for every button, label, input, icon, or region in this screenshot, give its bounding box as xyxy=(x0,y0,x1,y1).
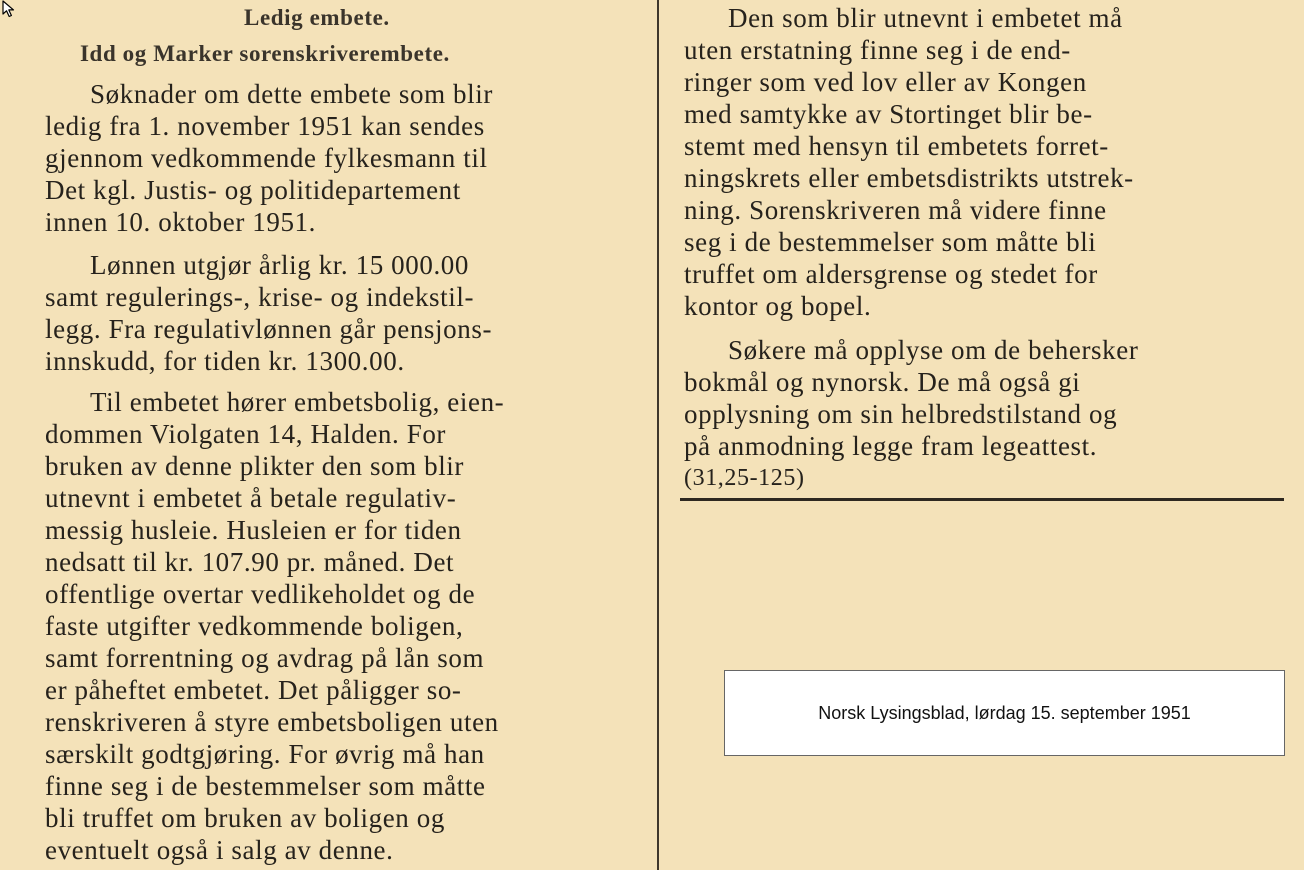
body-line: ning. Sorenskriveren må videre finne xyxy=(684,195,1107,225)
body-line: Lønnen utgjør årlig kr. 15 000.00 xyxy=(90,250,469,280)
notice-title: Ledig embete. xyxy=(244,5,390,30)
body-line: utnevnt i embetet å betale regulativ- xyxy=(45,483,457,513)
body-line: Til embetet hører embetsbolig, eien- xyxy=(90,387,505,417)
body-line: er påheftet embetet. Det påligger so- xyxy=(45,675,462,705)
body-line: eventuelt også i salg av denne. xyxy=(45,835,394,865)
right-column xyxy=(662,0,1304,510)
body-line: ningskrets eller embetsdistrikts utstrek- xyxy=(684,163,1134,193)
body-line: nedsatt til kr. 107.90 pr. måned. Det xyxy=(45,547,455,577)
body-line: Den som blir utnevnt i embetet må xyxy=(728,3,1123,33)
body-line: seg i de bestemmelser som måtte bli xyxy=(684,227,1097,257)
body-line: samt forrentning og avdrag på lån som xyxy=(45,643,485,673)
body-line: bruken av denne plikter den som blir xyxy=(45,451,464,481)
body-line: Søknader om dette embete som blir xyxy=(90,79,493,109)
body-line: renskriveren å styre embetsboligen uten xyxy=(45,707,499,737)
body-line: gjennom vedkommende fylkesmann til xyxy=(45,143,488,173)
left-column xyxy=(0,0,650,870)
body-line: innen 10. oktober 1951. xyxy=(45,207,317,237)
body-line: opplysning om sin helbredstilstand og xyxy=(684,399,1118,429)
body-line: faste utgifter vedkommende boligen, xyxy=(45,611,464,641)
body-line: ledig fra 1. november 1951 kan sendes xyxy=(45,111,485,141)
body-line: dommen Violgaten 14, Halden. For xyxy=(45,419,447,449)
body-line: med samtykke av Stortinget blir be- xyxy=(684,99,1093,129)
column-divider xyxy=(657,0,659,870)
body-line: på anmodning legge fram legeattest. xyxy=(684,431,1098,461)
reference-code: (31,25-125) xyxy=(684,465,805,491)
body-line: særskilt godtgjøring. For øvrig må han xyxy=(45,739,485,769)
body-line: truffet om aldersgrense og stedet for xyxy=(684,259,1098,289)
caption-text: Norsk Lysingsblad, lørdag 15. september 1951 xyxy=(818,702,1191,723)
body-line: ringer som ved lov eller av Kongen xyxy=(684,67,1087,97)
end-rule xyxy=(680,498,1284,501)
body-line: stemt med hensyn til embetets forret- xyxy=(684,131,1109,161)
source-caption xyxy=(724,670,1285,756)
body-line: innskudd, for tiden kr. 1300.00. xyxy=(45,346,405,376)
body-line: Søkere må opplyse om de behersker xyxy=(728,335,1139,365)
mouse-pointer-icon xyxy=(2,0,20,18)
body-line: samt regulerings-, krise- og indekstil- xyxy=(45,282,475,312)
body-line: messig husleie. Husleien er for tiden xyxy=(45,515,462,545)
notice-subtitle: Idd og Marker sorenskriverembete. xyxy=(80,41,450,66)
body-line: finne seg i de bestemmelser som måtte xyxy=(45,771,486,801)
body-line: offentlige overtar vedlikeholdet og de xyxy=(45,579,476,609)
body-line: uten erstatning finne seg i de end- xyxy=(684,35,1071,65)
body-line: Det kgl. Justis- og politidepartement xyxy=(45,175,461,205)
body-line: legg. Fra regulativlønnen går pensjons- xyxy=(45,314,493,344)
body-line: bli truffet om bruken av boligen og xyxy=(45,803,445,833)
body-line: kontor og bopel. xyxy=(684,291,872,321)
body-line: bokmål og nynorsk. De må også gi xyxy=(684,367,1081,397)
